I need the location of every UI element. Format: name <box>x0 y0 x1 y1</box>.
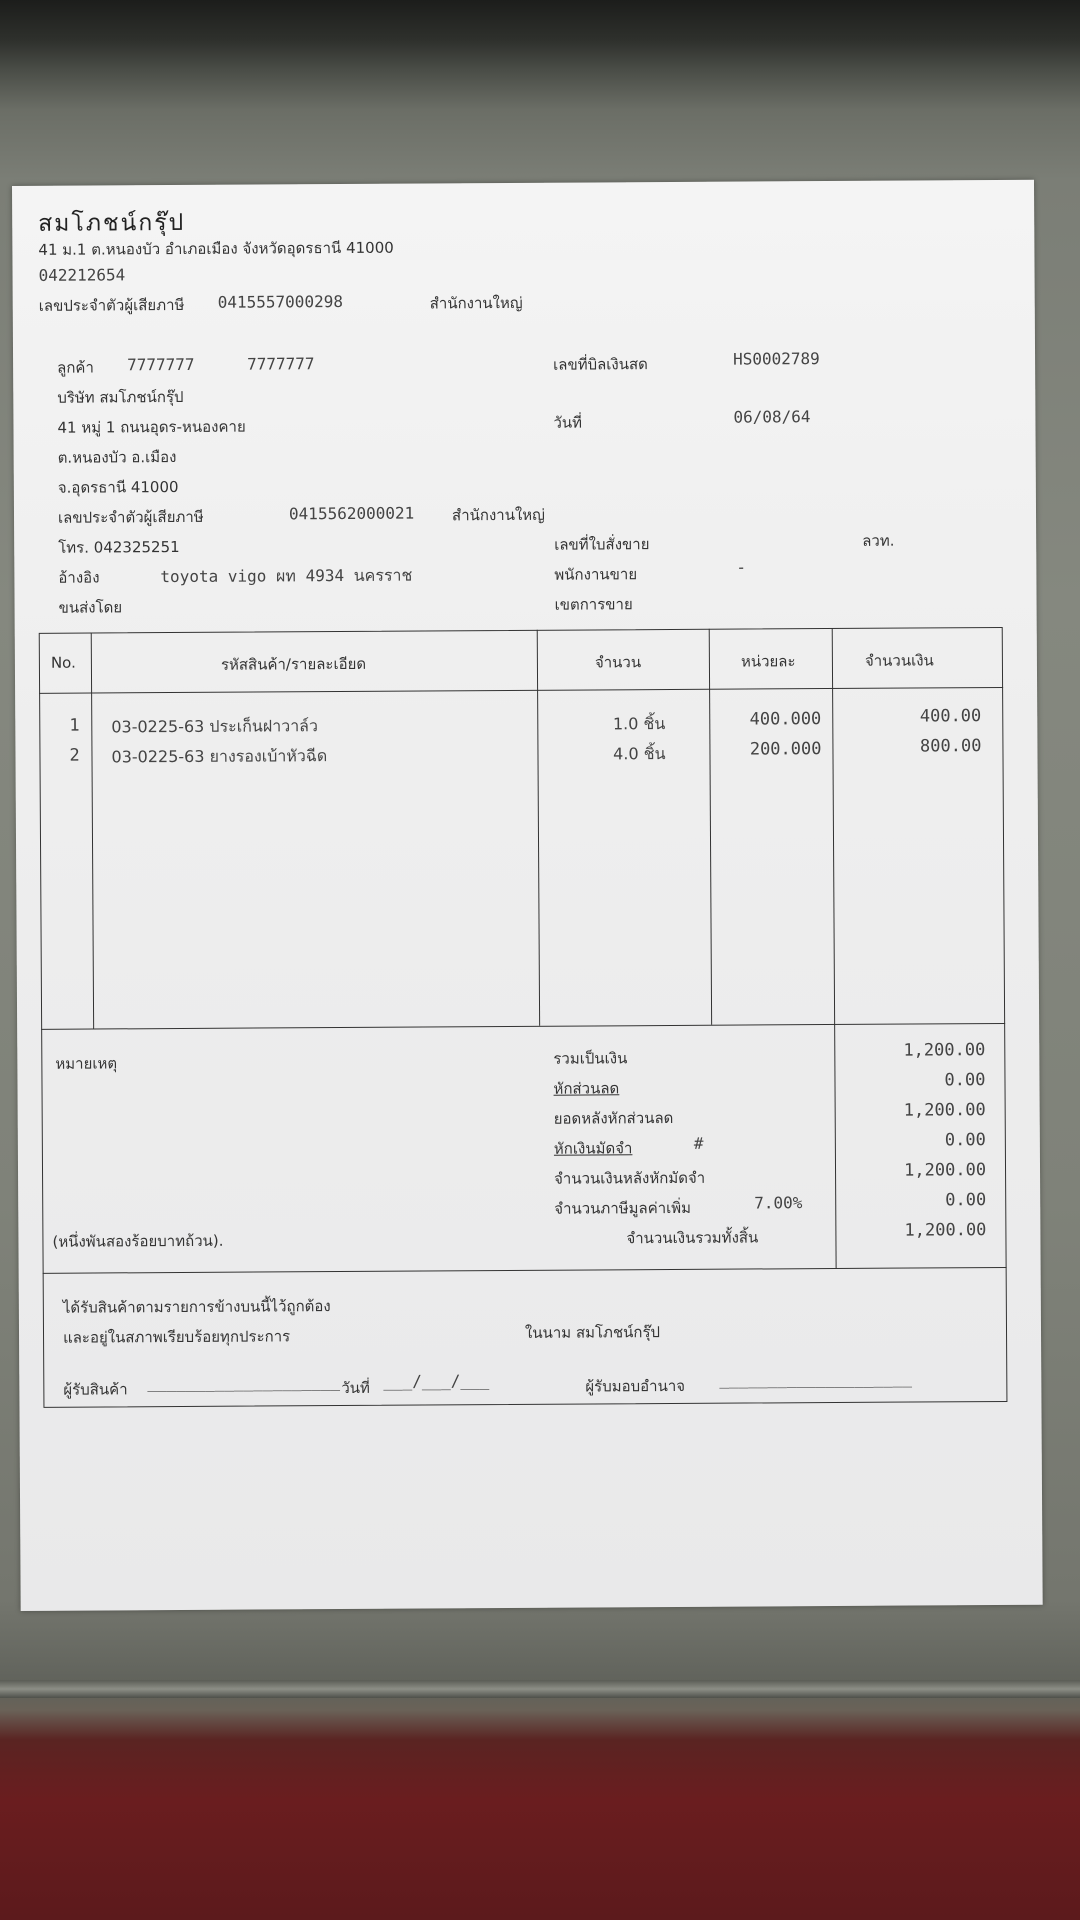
customer-address-3: จ.อุดรธานี 41000 <box>57 477 179 497</box>
row-2-amount: 800.00 <box>919 736 982 757</box>
sales-area-label: เขตการขาย <box>554 595 633 614</box>
customer-address-1: 41 หมู่ 1 ถนนอุดร-หนองคาย <box>57 417 246 437</box>
received-statement-line-2: และอยู่ในสภาพเรียบร้อยทุกประการ <box>62 1327 291 1347</box>
on-behalf-of: ในนาม สมโภชน์กรุ๊ป <box>524 1323 661 1342</box>
company-branch: สำนักงานใหญ่ <box>429 293 523 313</box>
customer-tax-id: 0415562000021 <box>288 503 415 524</box>
after-discount-value: 1,200.00 <box>903 1100 986 1121</box>
vat-value: 0.00 <box>945 1190 987 1211</box>
vat-label: จำนวนภาษีมูลค่าเพิ่ม <box>554 1198 692 1218</box>
bill-date: 06/08/64 <box>733 407 811 427</box>
subtotal-value: 1,200.00 <box>903 1040 986 1061</box>
remark-label: หมายเหตุ <box>55 1054 118 1073</box>
shipping-label: ขนส่งโดย <box>58 598 123 617</box>
row-1-amount: 400.00 <box>919 706 982 727</box>
after-discount-label: ยอดหลังหักส่วนลด <box>553 1108 674 1128</box>
deposit-value: 0.00 <box>944 1130 986 1151</box>
sales-order-value: ลวท. <box>862 531 895 550</box>
glass-table-edge <box>0 1680 1080 1698</box>
customer-tax-label: เลขประจำตัวผู้เสียภาษี <box>57 507 204 527</box>
header-amount: จำนวนเงิน <box>864 651 934 670</box>
bill-date-label: วันที่ <box>553 413 583 432</box>
subtotal-label: รวมเป็นเงิน <box>553 1049 628 1068</box>
header-description: รหัสสินค้า/รายละเอียด <box>220 654 367 674</box>
discount-value: 0.00 <box>944 1070 986 1091</box>
customer-name: บริษัท สมโภชน์กรุ๊ป <box>57 387 184 407</box>
receive-date-label: วันที่ <box>341 1378 370 1398</box>
company-phone: 042212654 <box>38 265 126 285</box>
customer-code-2: 7777777 <box>247 354 315 374</box>
bill-number: HS0002789 <box>733 349 820 369</box>
deposit-label: หักเงินมัดจำ <box>553 1139 633 1158</box>
row-2-no: 2 <box>69 745 80 766</box>
cash-bill-document <box>12 180 1043 1611</box>
row-2-description: 03-0225-63 ยางรองเบ้าหัวฉีด <box>111 746 328 767</box>
customer-label: ลูกค้า <box>57 358 94 377</box>
row-1-quantity: 1.0 ชิ้น <box>612 714 666 734</box>
amount-in-words: (หนึ่งพันสองร้อยบาทถ้วน). <box>52 1231 224 1251</box>
header-no: No. <box>50 653 76 672</box>
row-1-unit-price: 400.000 <box>749 709 822 730</box>
customer-branch: สำนักงานใหญ่ <box>451 505 545 525</box>
row-1-no: 1 <box>69 715 80 736</box>
company-tax-id: 0415557000298 <box>217 291 344 312</box>
authorized-signature-line: ____________________ <box>719 1368 913 1389</box>
salesperson-label: พนักงานขาย <box>554 565 638 584</box>
grand-total-value: 1,200.00 <box>904 1220 987 1241</box>
deposit-mark: # <box>693 1133 704 1153</box>
receive-date-blank: ___/___/___ <box>383 1371 490 1391</box>
row-1-description: 03-0225-63 ประเก็นฝาวาล์ว <box>111 716 318 737</box>
header-quantity: จำนวน <box>594 653 642 672</box>
after-deposit-label: จำนวนเงินหลังหักมัดจำ <box>554 1168 706 1188</box>
receiver-signature-line: ____________________ <box>147 1372 341 1393</box>
authorized-label: ผู้รับมอบอำนาจ <box>585 1376 686 1396</box>
customer-phone: โทร. 042325251 <box>58 537 180 557</box>
company-address: 41 ม.1 ต.หนองบัว อำเภอเมือง จังหวัดอุดรธานี 41000 <box>38 238 394 259</box>
discount-label: หักส่วนลด <box>553 1079 620 1098</box>
customer-code: 7777777 <box>127 354 195 375</box>
company-tax-label: เลขประจำตัวผู้เสียภาษี <box>38 295 185 315</box>
sales-order-label: เลขที่ใบสั่งขาย <box>554 535 650 554</box>
reference-value: toyota vigo ผท 4934 นครราช <box>160 565 413 587</box>
row-2-quantity: 4.0 ชิ้น <box>613 744 666 764</box>
header-unit-price: หน่วยละ <box>740 652 796 671</box>
salesperson-value: - <box>736 557 747 577</box>
reference-label: อ้างอิง <box>58 568 100 587</box>
receiver-label: ผู้รับสินค้า <box>63 1380 128 1399</box>
grand-total-label: จำนวนเงินรวมทั้งสิ้น <box>626 1228 759 1248</box>
row-2-unit-price: 200.000 <box>749 739 822 760</box>
bill-number-label: เลขที่บิลเงินสด <box>553 355 648 374</box>
vat-rate: 7.00% <box>754 1193 803 1213</box>
customer-address-2: ต.หนองบัว อ.เมือง <box>57 448 177 467</box>
company-name: สมโภชน์กรุ๊ป <box>38 209 186 237</box>
after-deposit-value: 1,200.00 <box>904 1160 987 1181</box>
received-statement-line-1: ได้รับสินค้าตามรายการข้างบนนี้ไว้ถูกต้อง <box>62 1297 331 1317</box>
